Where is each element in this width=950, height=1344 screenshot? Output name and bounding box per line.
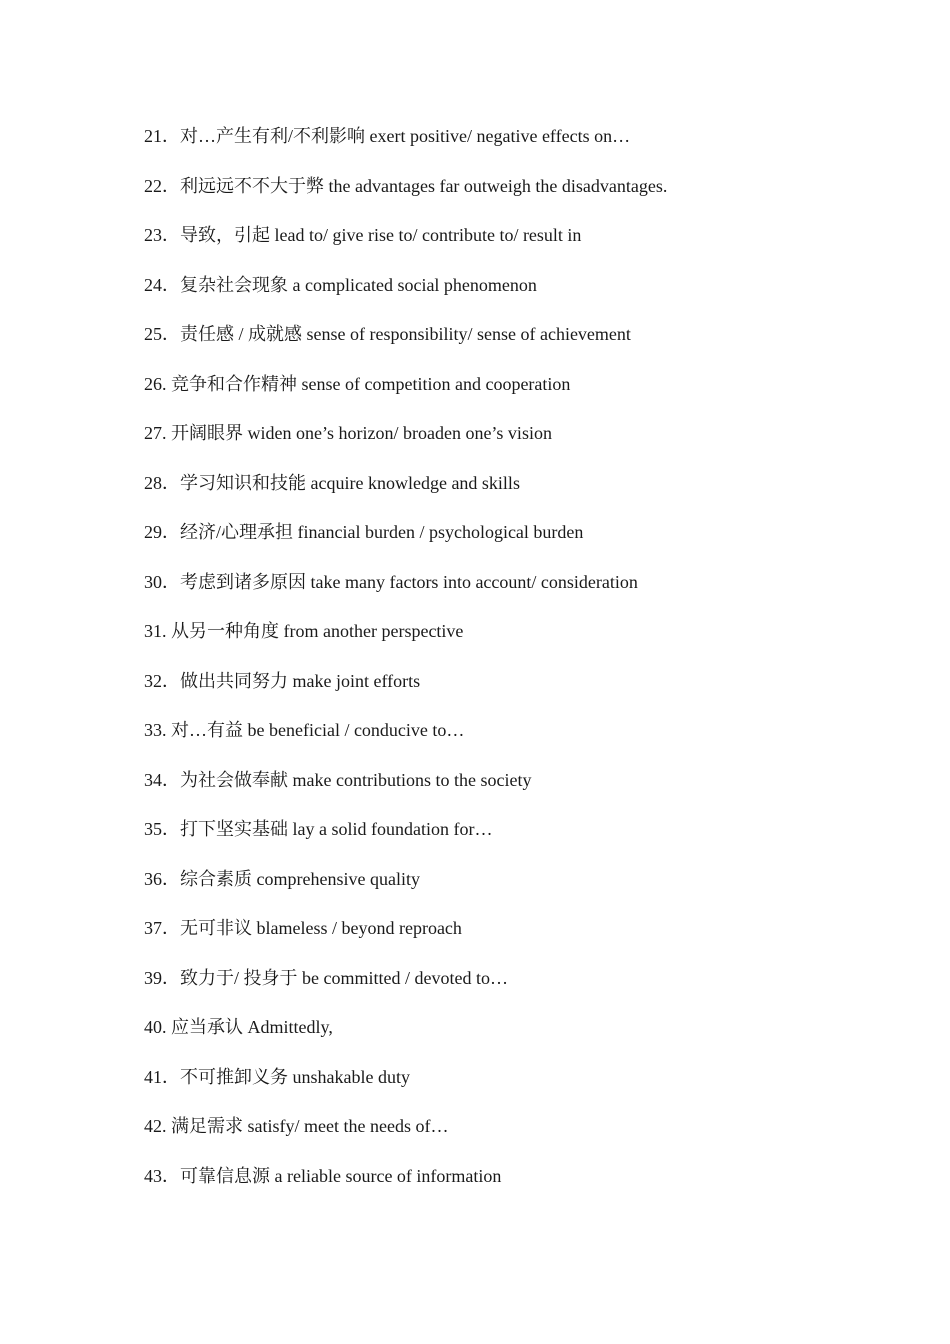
phrase-item: 35．打下坚实基础 lay a solid foundation for… xyxy=(144,819,493,839)
phrase-item: 28．学习知识和技能 acquire knowledge and skills xyxy=(144,472,520,493)
phrase-item: 36．综合素质 comprehensive quality xyxy=(144,868,420,889)
phrase-item: 40. 应当承认 Admittedly, xyxy=(144,1017,333,1037)
phrase-item: 30．考虑到诸多原因 take many factors into account/ consideration xyxy=(144,571,638,592)
phrase-item: 41．不可推卸义务 unshakable duty xyxy=(144,1066,410,1087)
phrase-item: 25．责任感 / 成就感 sense of responsibility/ sense of achievement xyxy=(144,324,631,344)
phrase-item: 24．复杂社会现象 a complicated social phenomenon xyxy=(144,274,537,295)
phrase-item: 29．经济/心理承担 financial burden / psychological burden xyxy=(144,522,584,542)
phrase-item: 37．无可非议 blameless / beyond reproach xyxy=(144,918,462,938)
phrase-item: 22．利远远不不大于弊 the advantages far outweigh the disadvantages. xyxy=(144,175,668,196)
phrase-item: 42. 满足需求 satisfy/ meet the needs of… xyxy=(144,1116,449,1136)
phrase-item: 23．导致，引起 lead to/ give rise to/ contribute to/ result in xyxy=(144,225,582,245)
phrase-item: 33. 对…有益 be beneficial / conducive to… xyxy=(144,720,465,740)
phrase-item: 26. 竞争和合作精神 sense of competition and cooperation xyxy=(144,373,571,394)
phrase-item: 34．为社会做奉献 make contributions to the society xyxy=(144,769,532,790)
phrase-list xyxy=(144,122,667,1211)
phrase-item: 21．对…产生有利/不利影响 exert positive/ negative effects on… xyxy=(144,126,631,146)
phrase-item: 43．可靠信息源 a reliable source of information xyxy=(144,1165,502,1186)
phrase-item: 39．致力于/ 投身于 be committed / devoted to… xyxy=(144,967,508,988)
phrase-item: 32．做出共同努力 make joint efforts xyxy=(144,670,421,691)
phrase-item: 31. 从另一种角度 from another perspective xyxy=(144,621,464,641)
phrase-item: 27. 开阔眼界 widen one’s horizon/ broaden one’s vision xyxy=(144,423,552,443)
